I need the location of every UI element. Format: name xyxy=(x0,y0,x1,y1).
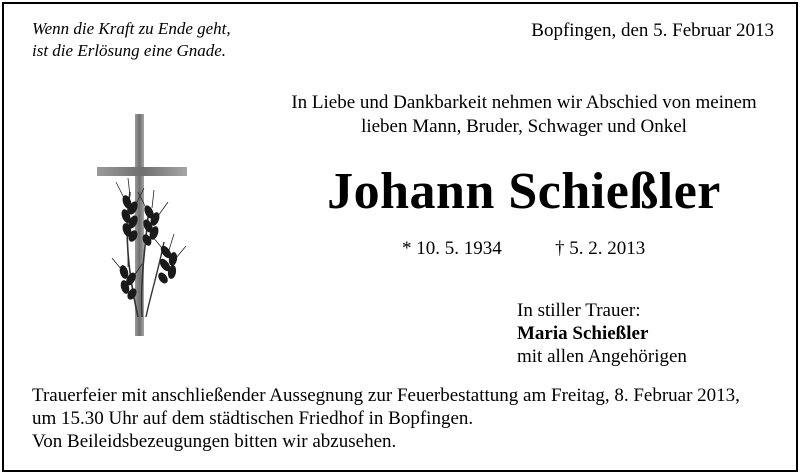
intro-line-1: In Liebe und Dankbarkeit nehmen wir Abschied von meinem xyxy=(291,92,757,113)
mourners-block xyxy=(517,299,687,368)
motto-line-1: Wenn die Kraft zu Ende geht, xyxy=(32,19,231,38)
intro-line-2: lieben Mann, Bruder, Schwager und Onkel xyxy=(361,116,687,137)
relatives-note: mit allen Angehörigen xyxy=(517,346,687,367)
service-line-2: um 15.30 Uhr auf dem städtischen Friedhof in Bopfingen. xyxy=(32,408,474,429)
birth-date: * 10. 5. 1934 xyxy=(402,238,502,259)
service-line-3: Von Beileidsbezeugungen bitten wir abzusehen. xyxy=(32,431,397,452)
death-date: † 5. 2. 2013 xyxy=(555,238,646,259)
obituary-notice xyxy=(2,2,798,472)
motto xyxy=(32,18,231,62)
mourner-name: Maria Schießler xyxy=(517,323,649,344)
place-date: Bopfingen, den 5. Februar 2013 xyxy=(531,20,774,41)
service-line-1: Trauerfeier mit anschließender Aussegnung zur Feuerbestattung am Freitag, 8. Februar 2013, xyxy=(32,385,740,406)
cross-with-wheat-ears-icon xyxy=(94,112,190,338)
service-info xyxy=(32,384,740,453)
intro-text xyxy=(244,91,800,139)
deceased-name: Johann Schießler xyxy=(327,163,721,220)
mourning-intro: In stiller Trauer: xyxy=(517,300,641,321)
motto-line-2: ist die Erlösung eine Gnade. xyxy=(32,41,227,60)
